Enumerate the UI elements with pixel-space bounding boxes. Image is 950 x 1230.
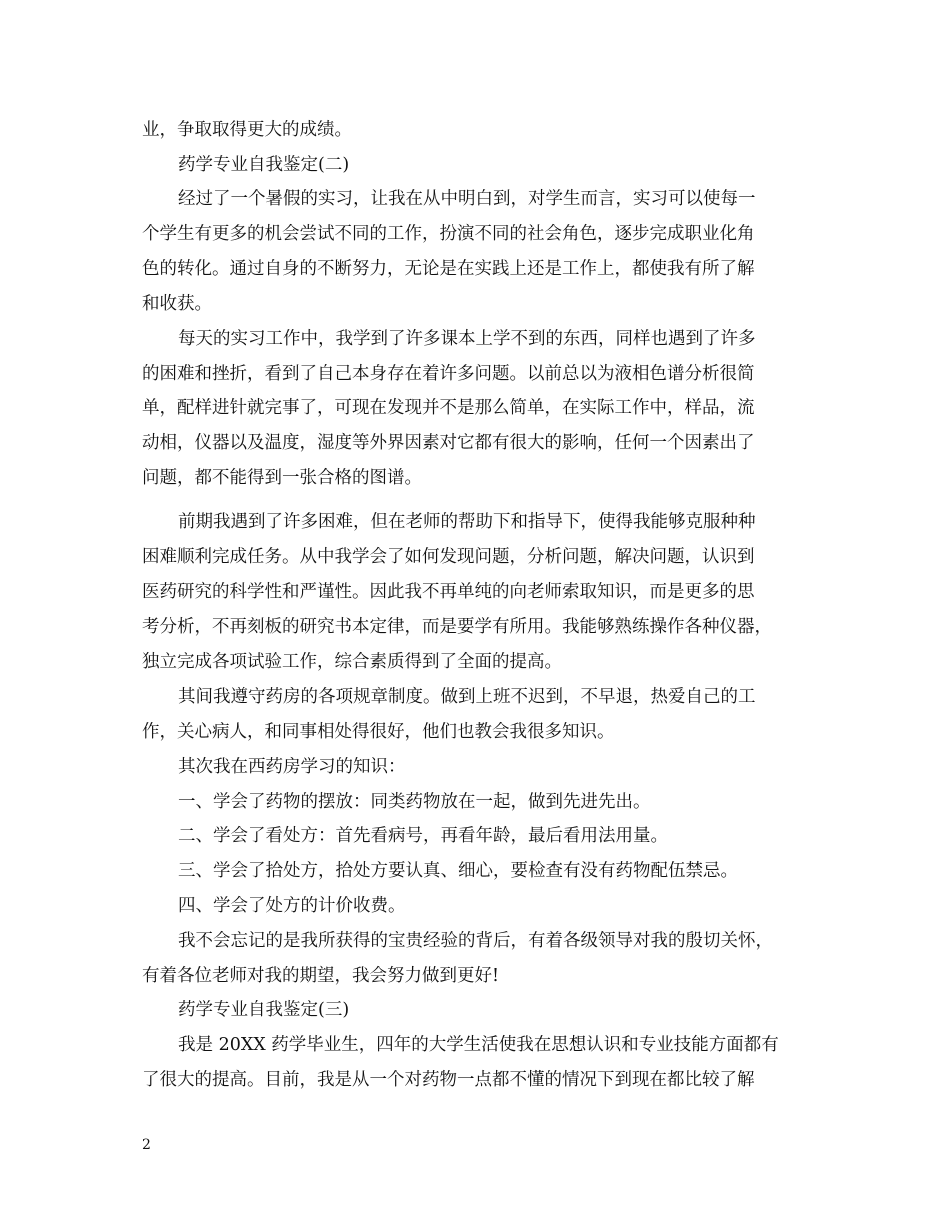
text-line: 其次我在西药房学习的知识： [178,757,406,777]
text-line: 问题，都不能得到一张合格的图谱。 [142,468,422,488]
text-line: 考分析，不再刻板的研究书本定律，而是要学有所用。我能够熟练操作各种仪器， [142,617,772,637]
text-line: 我不会忘记的是我所获得的宝贵经验的背后，有着各级领导对我的殷切关怀， [178,931,773,951]
text-line: 色的转化。通过自身的不断努力，无论是在实践上还是工作上，都使我有所了解 [142,259,755,279]
text-line: 和收获。 [142,294,212,314]
list-item: 二、学会了看处方：首先看病号，再看年龄，最后看用法用量。 [178,826,668,846]
section-heading: 药学专业自我鉴定(三) [178,1000,350,1020]
text-line: 独立完成各项试验工作，综合素质得到了全面的提高。 [142,652,562,672]
text-line: 前期我遇到了许多困难，但在老师的帮助下和指导下，使得我能够克服种种 [178,512,756,532]
text-line: 医药研究的科学性和严谨性。因此我不再单纯的向老师索取知识，而是更多的思 [142,582,755,602]
text-line: 有着各位老师对我的期望，我会努力做到更好! [142,966,500,986]
list-item: 一、学会了药物的摆放：同类药物放在一起，做到先进先出。 [178,792,651,812]
text-line: 困难顺利完成任务。从中我学会了如何发现问题，分析问题，解决问题，认识到 [142,547,755,567]
page-number: 2 [142,1137,151,1153]
text-line: 了很大的提高。目前，我是从一个对药物一点都不懂的情况下到现在都比较了解 [142,1070,755,1090]
section-heading: 药学专业自我鉴定(二) [178,155,350,175]
text-line: 单，配样进针就完事了，可现在发现并不是那么简单，在实际工作中，样品，流 [142,398,755,418]
text-line: 经过了一个暑假的实习，让我在从中明白到，对学生而言，实习可以使每一 [178,189,756,209]
text-line: 其间我遵守药房的各项规章制度。做到上班不迟到，不早退，热爱自己的工 [178,687,756,707]
text-line: 动相，仪器以及温度，湿度等外界因素对它都有很大的影响，任何一个因素出了 [142,433,755,453]
text-line: 每天的实习工作中，我学到了许多课本上学不到的东西，同样也遇到了许多 [178,329,756,349]
text-line: 业，争取取得更大的成绩。 [142,120,352,140]
text-line: 的困难和挫折，看到了自己本身存在着许多问题。以前总以为液相色谱分析很简 [142,364,755,384]
list-item: 三、学会了拾处方，拾处方要认真、细心，要检查有没有药物配伍禁忌。 [178,861,738,881]
text-line: 个学生有更多的机会尝试不同的工作，扮演不同的社会角色，逐步完成职业化角 [142,224,755,244]
text-line: 作，关心病人，和同事相处得很好，他们也教会我很多知识。 [142,722,615,742]
list-item: 四、学会了处方的计价收费。 [178,896,406,916]
text-line: 我是 20XX 药学毕业生，四年的大学生活使我在思想认识和专业技能方面都有 [178,1035,779,1055]
